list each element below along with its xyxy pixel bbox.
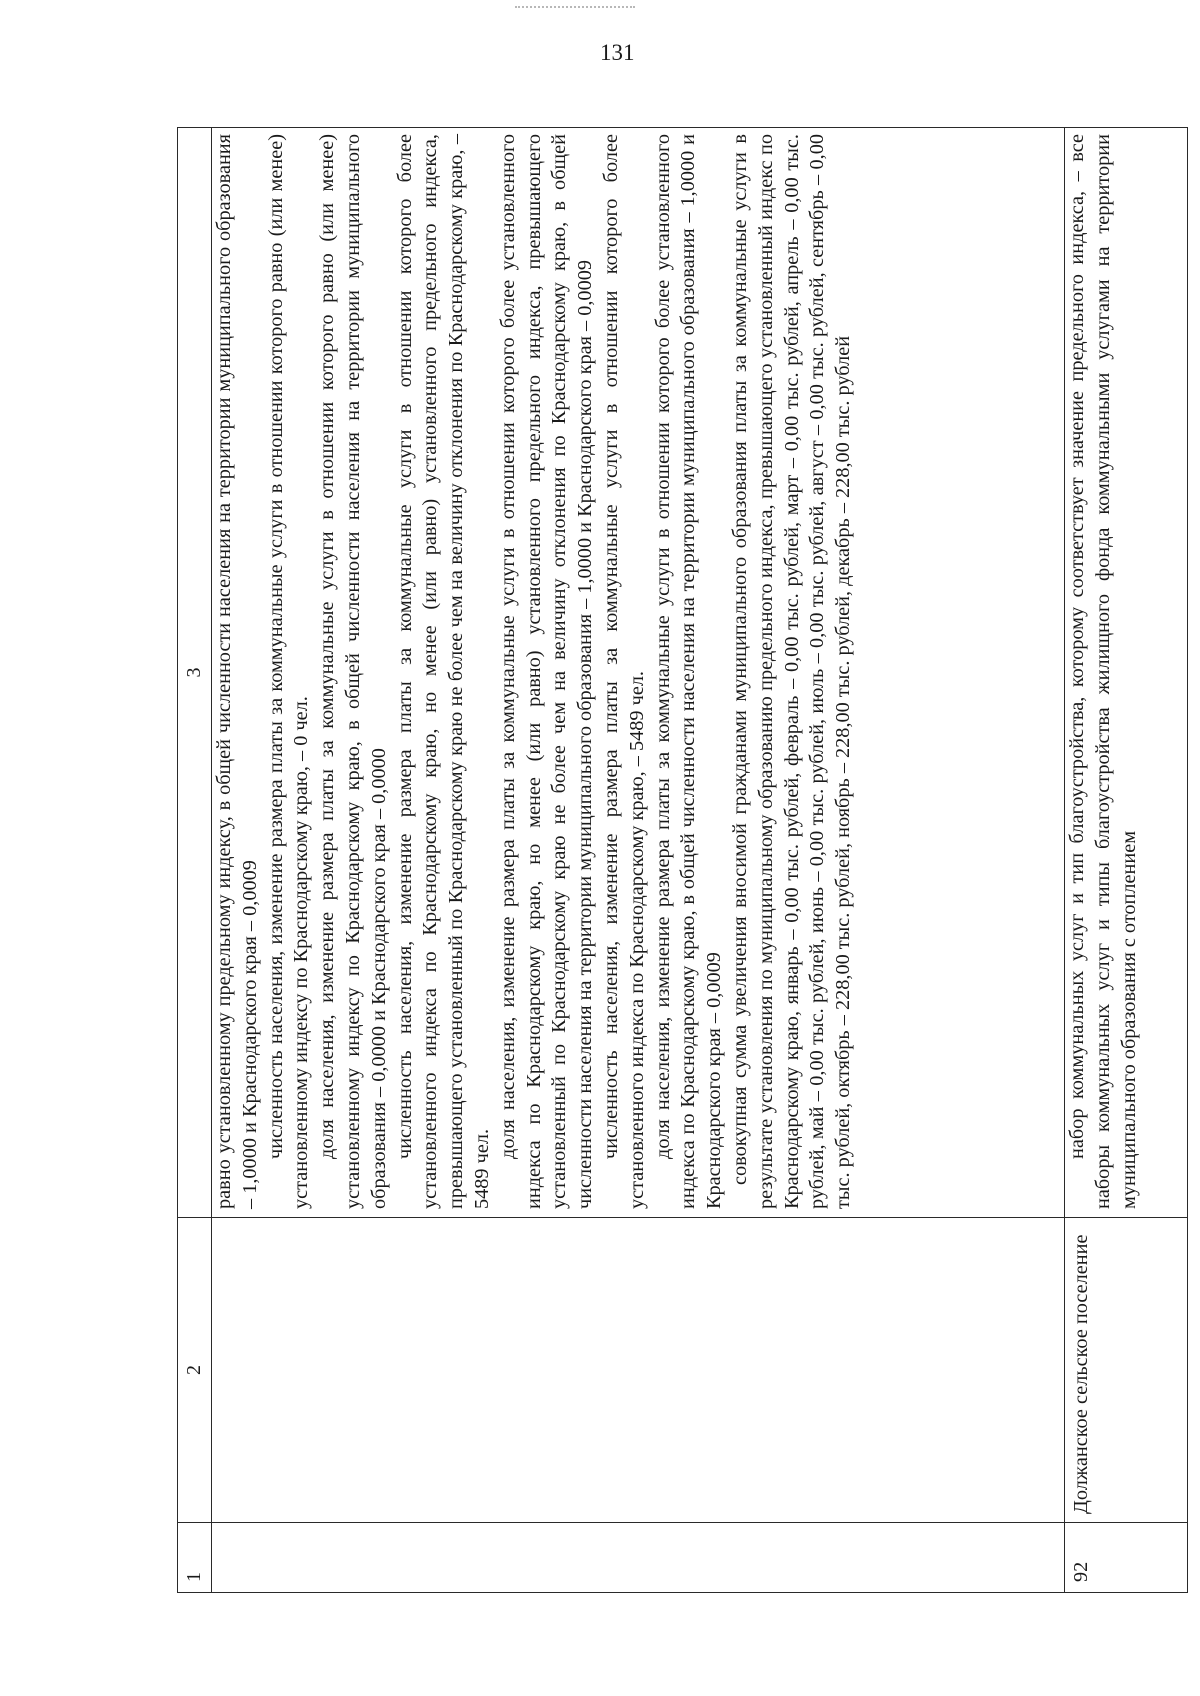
table-header-row (178, 128, 212, 1593)
row-text-cell (212, 128, 1065, 1218)
header-col-2: 2 (178, 1218, 212, 1523)
paragraph-4: численность населения, изменение размера платы за коммунальные услуги в отношении которого более установленного индекса по Краснодарскому краю, но менее (или равно) установленного предельного индекса, превышающего установленный по Краснодарскому краю не более чем на величину отклонения по Краснодарскому краю, – 5489 чел. (393, 134, 493, 1209)
paragraph-3: доля населения, изменение размера платы за коммунальные услуги в отношении которого равно (или менее) установленному индексу по Краснодарскому краю, в общей численности населения на территории муниципального образования – 0,0000 и Краснодарского края – 0,0000 (316, 134, 390, 1209)
rotated-table-wrapper (177, 128, 1182, 1593)
scan-artifact (515, 6, 635, 12)
header-col-3: 3 (178, 128, 212, 1218)
row-text-cell (1065, 128, 1188, 1218)
paragraph-5: доля населения, изменение размера платы за коммунальные услуги в отношении которого более установленного индекса по Краснодарскому краю, но менее (или равно) установленного предельного индекса, превышающего установленный по Краснодарскому краю не более чем на величину отклонения по Краснодарскому краю, в общей численности населения на территории муниципального образования – 1,0000 и Краснодарского края – 0,0009 (496, 134, 597, 1209)
row-name-cell: Должанское сельское поселение (1065, 1218, 1188, 1523)
paragraph-1: равно установленному предельному индексу, в общей численности населения на территории муниципального образования – 1,0000 и Краснодарского края – 0,0009 (213, 134, 261, 1209)
row-number-cell (212, 1523, 1065, 1593)
header-col-1: 1 (178, 1523, 212, 1593)
table-row-continuation (212, 128, 1065, 1593)
row-name-cell (212, 1218, 1065, 1523)
paragraph-2: численность населения, изменение размера платы за коммунальные услуги в отношении которого равно (или менее) установленному индексу по Краснодарскому краю, – 0 чел. (264, 134, 313, 1209)
row-number-cell: 92 (1065, 1523, 1188, 1593)
paragraph-6: численность населения, изменение размера платы за коммунальные услуги в отношении которого более установленного индекса по Краснодарскому краю, – 5489 чел. (599, 134, 648, 1209)
paragraph-8: совокупная сумма увеличения вносимой гражданами муниципального образования платы за коммунальные услуги в результате установления по муниципальному образованию предельного индекса, превышающего установленный индекс по Краснодарскому краю, январь – 0,00 тыс. рублей, февраль – 0,00 тыс. рублей, март – 0,00 тыс. рублей, апрель – 0,00 тыс. рублей, май – 0,00 тыс. рублей, июнь – 0,00 тыс. рублей, июль – 0,00 тыс. рублей, август – 0,00 тыс. рублей, сентябрь – 0,00 тыс. рублей, октябрь – 228,00 тыс. рублей, ноябрь – 228,00 тыс. рублей, декабрь – 228,00 тыс. рублей (728, 134, 855, 1209)
table-row-92 (1065, 128, 1188, 1593)
paragraph-7: доля населения, изменение размера платы за коммунальные услуги в отношении которого более установленного индекса по Краснодарскому краю, в общей численности населения на территории муниципального образования – 1,0000 и Краснодарского края – 0,0009 (651, 134, 726, 1209)
data-table (177, 127, 1188, 1593)
page-number: 131 (600, 40, 635, 65)
paragraph-1: набор коммунальных услуг и тип благоустройства, которому соответствует значение предельного индекса, – все наборы коммунальных услуг и типы благоустройства жилищного фонда коммунальными услугами на территории муниципального образования с отоплением (1066, 134, 1140, 1209)
